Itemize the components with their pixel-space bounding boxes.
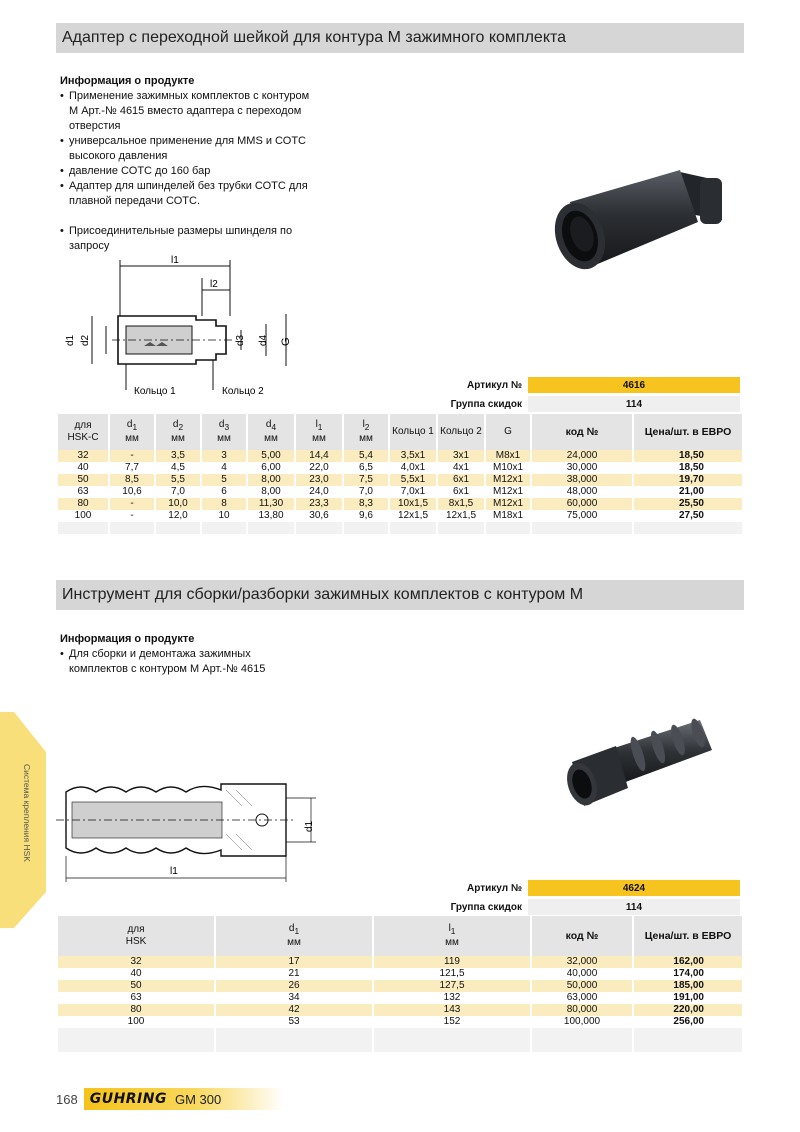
table-cell: 63 — [58, 992, 214, 1004]
table-cell: 152 — [374, 1016, 530, 1028]
table-cell: 6 — [202, 486, 246, 498]
article-label: Артикул № — [467, 882, 522, 894]
table-cell: 4x1 — [438, 462, 484, 474]
table-cell: 162,00 — [634, 956, 742, 968]
table-cell: 3,5 — [156, 450, 200, 462]
table-cell: 7,5 — [344, 474, 388, 486]
info-bullet: • Применение зажимных комплектов с контуром M Арт.-№ 4615 вместо адаптера с переходом отверстия — [60, 90, 310, 132]
article-number: 4624 — [528, 880, 740, 896]
table-cell — [202, 522, 246, 534]
table-cell: 80,000 — [532, 1004, 632, 1016]
table-cell — [438, 522, 484, 534]
table-cell — [634, 1028, 742, 1040]
adapter-table — [56, 414, 744, 534]
brand-strip — [84, 1088, 284, 1110]
table-cell: - — [110, 510, 154, 522]
dim-d1: d1 — [65, 334, 76, 346]
table-cell: 53 — [216, 1016, 372, 1028]
table-cell: M18x1 — [486, 510, 530, 522]
table-row — [58, 992, 742, 1004]
table-cell: 3,5x1 — [390, 450, 436, 462]
table-cell: 17 — [216, 956, 372, 968]
table-cell: 100,000 — [532, 1016, 632, 1028]
table-row-empty — [58, 522, 742, 534]
column-header: для HSK-C — [58, 414, 108, 450]
table-row-empty — [58, 1028, 742, 1040]
table-cell: 38,000 — [532, 474, 632, 486]
article-info-adapter — [56, 374, 740, 415]
table-cell: M8x1 — [486, 450, 530, 462]
table-cell: 8,00 — [248, 486, 294, 498]
table-cell: 21 — [216, 968, 372, 980]
table-row — [58, 980, 742, 992]
table-cell: 5 — [202, 474, 246, 486]
table-cell — [296, 522, 342, 534]
table-cell — [110, 522, 154, 534]
column-header: Цена/шт. в ЕВРО — [634, 414, 742, 450]
table-cell: 3x1 — [438, 450, 484, 462]
table-cell: 10 — [202, 510, 246, 522]
dim-g: G — [280, 337, 292, 346]
table-cell: 5,5x1 — [390, 474, 436, 486]
column-header: для HSK — [58, 916, 214, 956]
section-title-assembly-tool: Инструмент для сборки/разборки зажимных комплектов с контуром M — [56, 580, 744, 610]
table-cell: 27,50 — [634, 510, 742, 522]
table-cell: 24,000 — [532, 450, 632, 462]
table-cell: 32 — [58, 450, 108, 462]
side-tab-label: Система крепления HSK — [22, 764, 32, 862]
table-cell: 23,0 — [296, 474, 342, 486]
table-row — [58, 510, 742, 522]
table-cell: 12x1,5 — [390, 510, 436, 522]
table-cell: 5,4 — [344, 450, 388, 462]
table-row — [58, 968, 742, 980]
product-info-title: Информация о продукте — [60, 75, 195, 87]
table-cell: 185,00 — [634, 980, 742, 992]
info-bullet: • универсальное применение для MMS и СОТС высокого давления — [60, 134, 310, 164]
table-cell — [344, 522, 388, 534]
table-cell: 18,50 — [634, 450, 742, 462]
article-info-assembly-tool — [56, 877, 740, 918]
table-cell: 63,000 — [532, 992, 632, 1004]
table-cell: M12x1 — [486, 474, 530, 486]
table-cell: - — [110, 450, 154, 462]
table-cell: 7,0 — [156, 486, 200, 498]
table-cell — [216, 1040, 372, 1052]
table-cell: 7,0 — [344, 486, 388, 498]
table-cell: 6,5 — [344, 462, 388, 474]
column-header: $d_3$ мм — [202, 414, 246, 450]
table-cell: M12x1 — [486, 486, 530, 498]
table-cell — [390, 522, 436, 534]
table-cell: 10,0 — [156, 498, 200, 510]
table-cell: 42 — [216, 1004, 372, 1016]
table-cell: 14,4 — [296, 450, 342, 462]
dim-l1: l1 — [170, 866, 178, 877]
table-cell: 80 — [58, 1004, 214, 1016]
table-cell: 6x1 — [438, 486, 484, 498]
table-cell: 11,30 — [248, 498, 294, 510]
table-cell: 48,000 — [532, 486, 632, 498]
table-cell: 5,5 — [156, 474, 200, 486]
adapter-photo — [540, 150, 740, 300]
column-header: G — [486, 414, 530, 450]
table-cell: 8,3 — [344, 498, 388, 510]
table-row — [58, 956, 742, 968]
discount-group-label: Группа скидок — [450, 398, 522, 410]
table-cell: 4,5 — [156, 462, 200, 474]
table-cell: 8,00 — [248, 474, 294, 486]
assembly-tool-drawing — [56, 770, 326, 890]
info-bullet: • Присоединительные размеры шпинделя по запросу — [60, 224, 310, 254]
table-cell: M12x1 — [486, 498, 530, 510]
table-cell: 32 — [58, 956, 214, 968]
table-cell: 75,000 — [532, 510, 632, 522]
table-cell: 143 — [374, 1004, 530, 1016]
ring2-label: Кольцо 2 — [222, 386, 264, 397]
column-header: $d_4$ мм — [248, 414, 294, 450]
column-header: $d_2$ мм — [156, 414, 200, 450]
table-cell: 40 — [58, 462, 108, 474]
table-cell — [58, 1040, 214, 1052]
column-header: Кольцо 1 — [390, 414, 436, 450]
table-cell: 6,00 — [248, 462, 294, 474]
table-cell — [532, 1028, 632, 1040]
table-cell: 9,6 — [344, 510, 388, 522]
table-cell: 21,00 — [634, 486, 742, 498]
table-cell: 100 — [58, 1016, 214, 1028]
discount-group-value: 114 — [528, 396, 740, 412]
table-cell: 10,6 — [110, 486, 154, 498]
table-cell: 63 — [58, 486, 108, 498]
table-cell: 7,7 — [110, 462, 154, 474]
dim-d3: d3 — [235, 334, 246, 346]
table-cell: 132 — [374, 992, 530, 1004]
table-cell: 60,000 — [532, 498, 632, 510]
table-cell: 40,000 — [532, 968, 632, 980]
assembly-tool-table — [56, 916, 744, 1052]
column-header: Цена/шт. в ЕВРО — [634, 916, 742, 956]
dim-l2: l2 — [210, 279, 218, 290]
table-cell — [156, 522, 200, 534]
table-cell: 12,0 — [156, 510, 200, 522]
table-cell: 8 — [202, 498, 246, 510]
page-number: 168 — [56, 1091, 78, 1107]
table-row-empty — [58, 1040, 742, 1052]
column-header: Кольцо 2 — [438, 414, 484, 450]
dim-d1: d1 — [304, 820, 315, 832]
table-cell: 19,70 — [634, 474, 742, 486]
ring1-label: Кольцо 1 — [134, 386, 176, 397]
article-number: 4616 — [528, 377, 740, 393]
footer — [56, 1088, 284, 1110]
dim-d4: d4 — [258, 334, 269, 346]
table-cell: 127,5 — [374, 980, 530, 992]
table-cell: M10x1 — [486, 462, 530, 474]
table-cell: 174,00 — [634, 968, 742, 980]
table-cell: 256,00 — [634, 1016, 742, 1028]
table-cell — [532, 522, 632, 534]
table-cell: 22,0 — [296, 462, 342, 474]
product-info-adapter — [60, 74, 310, 254]
table-cell: 18,50 — [634, 462, 742, 474]
table-cell — [486, 522, 530, 534]
table-cell: 7,0x1 — [390, 486, 436, 498]
table-cell — [58, 1028, 214, 1040]
table-row — [58, 498, 742, 510]
article-label: Артикул № — [467, 379, 522, 391]
section-title-adapter: Адаптер с переходной шейкой для контура M зажимного комплекта — [56, 23, 744, 53]
product-info-assembly-tool — [60, 632, 310, 677]
dim-d2: d2 — [80, 334, 91, 346]
table-cell: 30,000 — [532, 462, 632, 474]
table-cell: 10x1,5 — [390, 498, 436, 510]
table-cell: - — [110, 498, 154, 510]
table-cell: 12x1,5 — [438, 510, 484, 522]
table-row — [58, 462, 742, 474]
info-bullet-text: универсальное применение для MMS и СОТС высокого давления — [69, 135, 306, 162]
table-cell: 25,50 — [634, 498, 742, 510]
table-cell: 13,80 — [248, 510, 294, 522]
info-bullet: • давление СОТС до 160 бар — [60, 165, 211, 177]
table-cell: 26 — [216, 980, 372, 992]
table-cell: 5,00 — [248, 450, 294, 462]
dim-l1: l1 — [171, 255, 179, 266]
table-cell: 50 — [58, 474, 108, 486]
product-info-title: Информация о продукте — [60, 633, 195, 645]
table-cell: 40 — [58, 968, 214, 980]
table-cell: 23,3 — [296, 498, 342, 510]
info-bullet: • Адаптер для шпинделей без трубки СОТС для плавной передачи СОТС. — [60, 179, 310, 209]
table-cell — [374, 1028, 530, 1040]
table-cell — [634, 1040, 742, 1052]
table-cell — [216, 1028, 372, 1040]
info-bullet: • Для сборки и демонтажа зажимных комплектов с контуром M Арт.-№ 4615 — [60, 647, 310, 677]
info-bullet-text: Адаптер для шпинделей без трубки СОТС для плавной передачи СОТС. — [69, 180, 308, 207]
info-bullet-text: Для сборки и демонтажа зажимных комплектов с контуром M Арт.-№ 4615 — [69, 648, 266, 675]
info-bullet-text: Присоединительные размеры шпинделя по запросу — [69, 225, 293, 252]
table-cell — [374, 1040, 530, 1052]
table-cell: 3 — [202, 450, 246, 462]
table-cell: 8,5 — [110, 474, 154, 486]
assembly-tool-photo — [560, 710, 720, 820]
table-cell: 80 — [58, 498, 108, 510]
info-bullet-text: Применение зажимных комплектов с контуром M Арт.-№ 4615 вместо адаптера с переходом отверстия — [69, 90, 310, 132]
table-cell — [532, 1040, 632, 1052]
catalog-name: GM 300 — [174, 1091, 222, 1107]
table-cell — [58, 522, 108, 534]
discount-group-value: 114 — [528, 899, 740, 915]
table-cell: 4 — [202, 462, 246, 474]
brand-logo: GUHRING — [89, 1091, 167, 1107]
table-cell: 100 — [58, 510, 108, 522]
table-cell: 6x1 — [438, 474, 484, 486]
column-header: $d_1$ мм — [110, 414, 154, 450]
table-row — [58, 1016, 742, 1028]
table-cell: 30,6 — [296, 510, 342, 522]
table-cell: 191,00 — [634, 992, 742, 1004]
table-cell — [634, 522, 742, 534]
info-bullet-text: давление СОТС до 160 бар — [69, 165, 211, 177]
table-cell: 32,000 — [532, 956, 632, 968]
table-row — [58, 450, 742, 462]
table-cell: 50,000 — [532, 980, 632, 992]
column-header: $d_1$ мм — [216, 916, 372, 956]
table-row — [58, 1004, 742, 1016]
table-cell: 119 — [374, 956, 530, 968]
column-header: код № — [532, 414, 632, 450]
discount-group-label: Группа скидок — [450, 901, 522, 913]
table-cell: 34 — [216, 992, 372, 1004]
column-header: $l_1$ мм — [374, 916, 530, 956]
table-cell: 220,00 — [634, 1004, 742, 1016]
column-header: $l_2$ мм — [344, 414, 388, 450]
table-cell: 4,0x1 — [390, 462, 436, 474]
table-cell — [248, 522, 294, 534]
table-cell: 121,5 — [374, 968, 530, 980]
table-cell: 50 — [58, 980, 214, 992]
column-header: код № — [532, 916, 632, 956]
table-cell: 8x1,5 — [438, 498, 484, 510]
table-row — [58, 486, 742, 498]
table-cell: 24,0 — [296, 486, 342, 498]
table-row — [58, 474, 742, 486]
column-header: $l_1$ мм — [296, 414, 342, 450]
